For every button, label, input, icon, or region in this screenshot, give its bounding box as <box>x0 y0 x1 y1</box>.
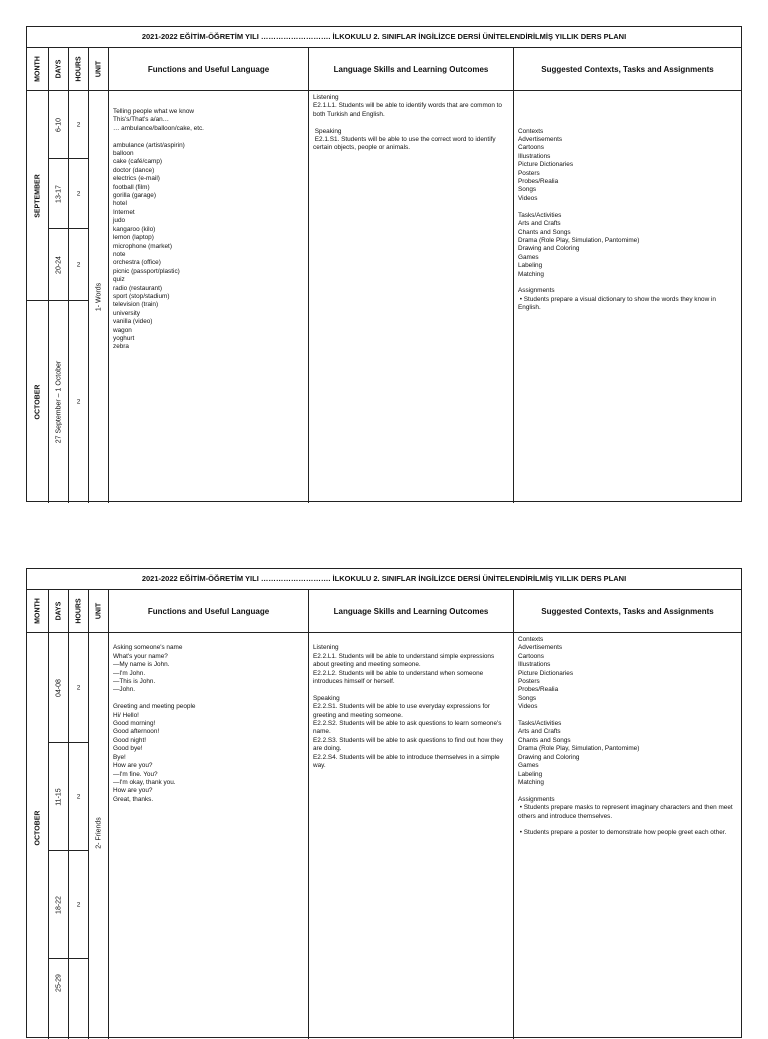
contexts-header: Suggested Contexts, Tasks and Assignments <box>541 64 714 74</box>
days-cell: 11-15 <box>49 743 68 851</box>
hours-cell: 2 <box>69 633 88 743</box>
unit-cell: 2- Friends <box>89 633 109 1039</box>
hours-header: HOURS <box>69 590 89 632</box>
days-cell: 27 September – 1 October <box>55 360 62 444</box>
hours-cell: 2 <box>69 851 88 959</box>
plan-title: 2021-2022 EĞİTİM-ÖĞRETİM YILI ………………………. İLKOKULU 2. SINIFLAR İNGİLİZCE DERSİ ÜNİTELENDİRİLMİŞ YILLIK DERS PLANI <box>27 27 741 48</box>
hours-header: HOURS <box>69 48 89 90</box>
functions-cell: Telling people what we know This's/That's a/an… … ambulance/balloon/cake, etc. ambulance (artist/aspirin) balloon cake (café/camp) doctor (dance) electrics (e-mail) football (film) gorilla (garage) hotel Internet judo kangaroo (kilo) lemon (laptop) microphone (market) note orchestra (office) picnic (passport/plastic) quiz radio (restaurant) sport (stop/stadium) television (train) university vanilla (video) wagon yoghurt zebra <box>109 91 309 503</box>
days-cell: 18-22 <box>49 851 68 959</box>
unit-header: UNIT <box>89 590 109 632</box>
skills-header: Language Skills and Learning Outcomes <box>309 48 514 90</box>
month-column <box>27 633 49 1039</box>
functions-header: Functions and Useful Language <box>109 590 309 632</box>
hours-column <box>69 91 89 503</box>
hours-cell: 2 <box>69 743 88 851</box>
functions-cell: Asking someone's name What's your name? —My name is John. —I'm John. —This is John. —John. Greeting and meeting people Hi/ Hello! Good morning! Good afternoon! Good night! Good bye! Bye! How are you? —I'm fine. You? —I'm okay, thank you. How are you? Great, thanks. <box>109 633 309 1039</box>
days-header: DAYS <box>49 48 69 90</box>
yearly-plan-table-1 <box>26 26 742 502</box>
table-body <box>27 633 741 1039</box>
days-cell: 04-08 <box>49 633 68 743</box>
plan-title: 2021-2022 EĞİTİM-ÖĞRETİM YILI ………………………. İLKOKULU 2. SINIFLAR İNGİLİZCE DERSİ ÜNİTELENDİRİLMİŞ YILLIK DERS PLANI <box>27 569 741 590</box>
skills-header: Language Skills and Learning Outcomes <box>309 590 514 632</box>
functions-header: Functions and Useful Language <box>109 48 309 90</box>
skills-cell: Listening E2.1.L1. Students will be able to identify words that are common to both Turkish and English. Speaking E2.1.S1. Students will be able to use the correct word to identify certain objects, people or animals. <box>309 91 514 503</box>
table-header-row <box>27 590 741 633</box>
month-header: MONTH <box>27 590 49 632</box>
unit-cell: 1- Words <box>89 91 109 503</box>
hours-cell: 2 <box>69 91 88 159</box>
days-cell: 25-29 <box>55 974 62 992</box>
month-cell: OCTOBER <box>34 384 41 420</box>
month-column <box>27 91 49 503</box>
days-column <box>49 91 69 503</box>
days-cell: 13-17 <box>49 159 68 229</box>
contexts-cell: Contexts Advertisements Cartoons Illustrations Picture Dictionaries Posters Probes/Realia Songs Videos Tasks/Activities Arts and Crafts Chants and Songs Drama (Role Play, Simulation, Pantomime) Drawing and Coloring Games Labeling Matching Assignments • Students prepare masks to represent imaginary characters and then meet others and introduce themselves. • Students prepare a poster to demonstrate how people greet each other. <box>518 636 733 837</box>
yearly-plan-table-2 <box>26 568 742 1038</box>
month-header: MONTH <box>27 48 49 90</box>
month-cell: OCTOBER <box>34 810 41 846</box>
skills-cell: Listening E2.2.L1. Students will be able to understand simple expressions about greeting and meeting someone. E2.2.L2. Students will be able to understand when someone introduces himself or herself. Speaking E2.2.S1. Students will be able to use everyday expressions for greeting and meeting someone. E2.2.S2. Students will be able to ask questions to learn someone's name. E2.2.S3. Students will be able to ask questions to find out how they are doing. E2.2.S4. Students will be able to introduce themselves in a simple way. <box>309 633 514 1039</box>
table-header-row <box>27 48 741 91</box>
table-body <box>27 91 741 503</box>
days-cell: 6-10 <box>49 91 68 159</box>
hours-cell: 2 <box>76 398 81 406</box>
hours-cell: 2 <box>69 229 88 301</box>
month-cell: SEPTEMBER <box>27 91 48 301</box>
hours-column <box>69 633 89 1039</box>
unit-header: UNIT <box>89 48 109 90</box>
hours-cell <box>69 959 88 1039</box>
contexts-header: Suggested Contexts, Tasks and Assignments <box>541 606 714 616</box>
days-header: DAYS <box>49 590 69 632</box>
days-cell: 20-24 <box>49 229 68 301</box>
contexts-cell: Contexts Advertisements Cartoons Illustrations Picture Dictionaries Posters Probes/Realia Songs Videos Tasks/Activities Arts and Crafts Chants and Songs Drama (Role Play, Simulation, Pantomime) Drawing and Coloring Games Labeling Matching Assignments • Students prepare a visual dictionary to show the words they know in English. <box>518 127 716 312</box>
hours-cell: 2 <box>69 159 88 229</box>
days-column <box>49 633 69 1039</box>
